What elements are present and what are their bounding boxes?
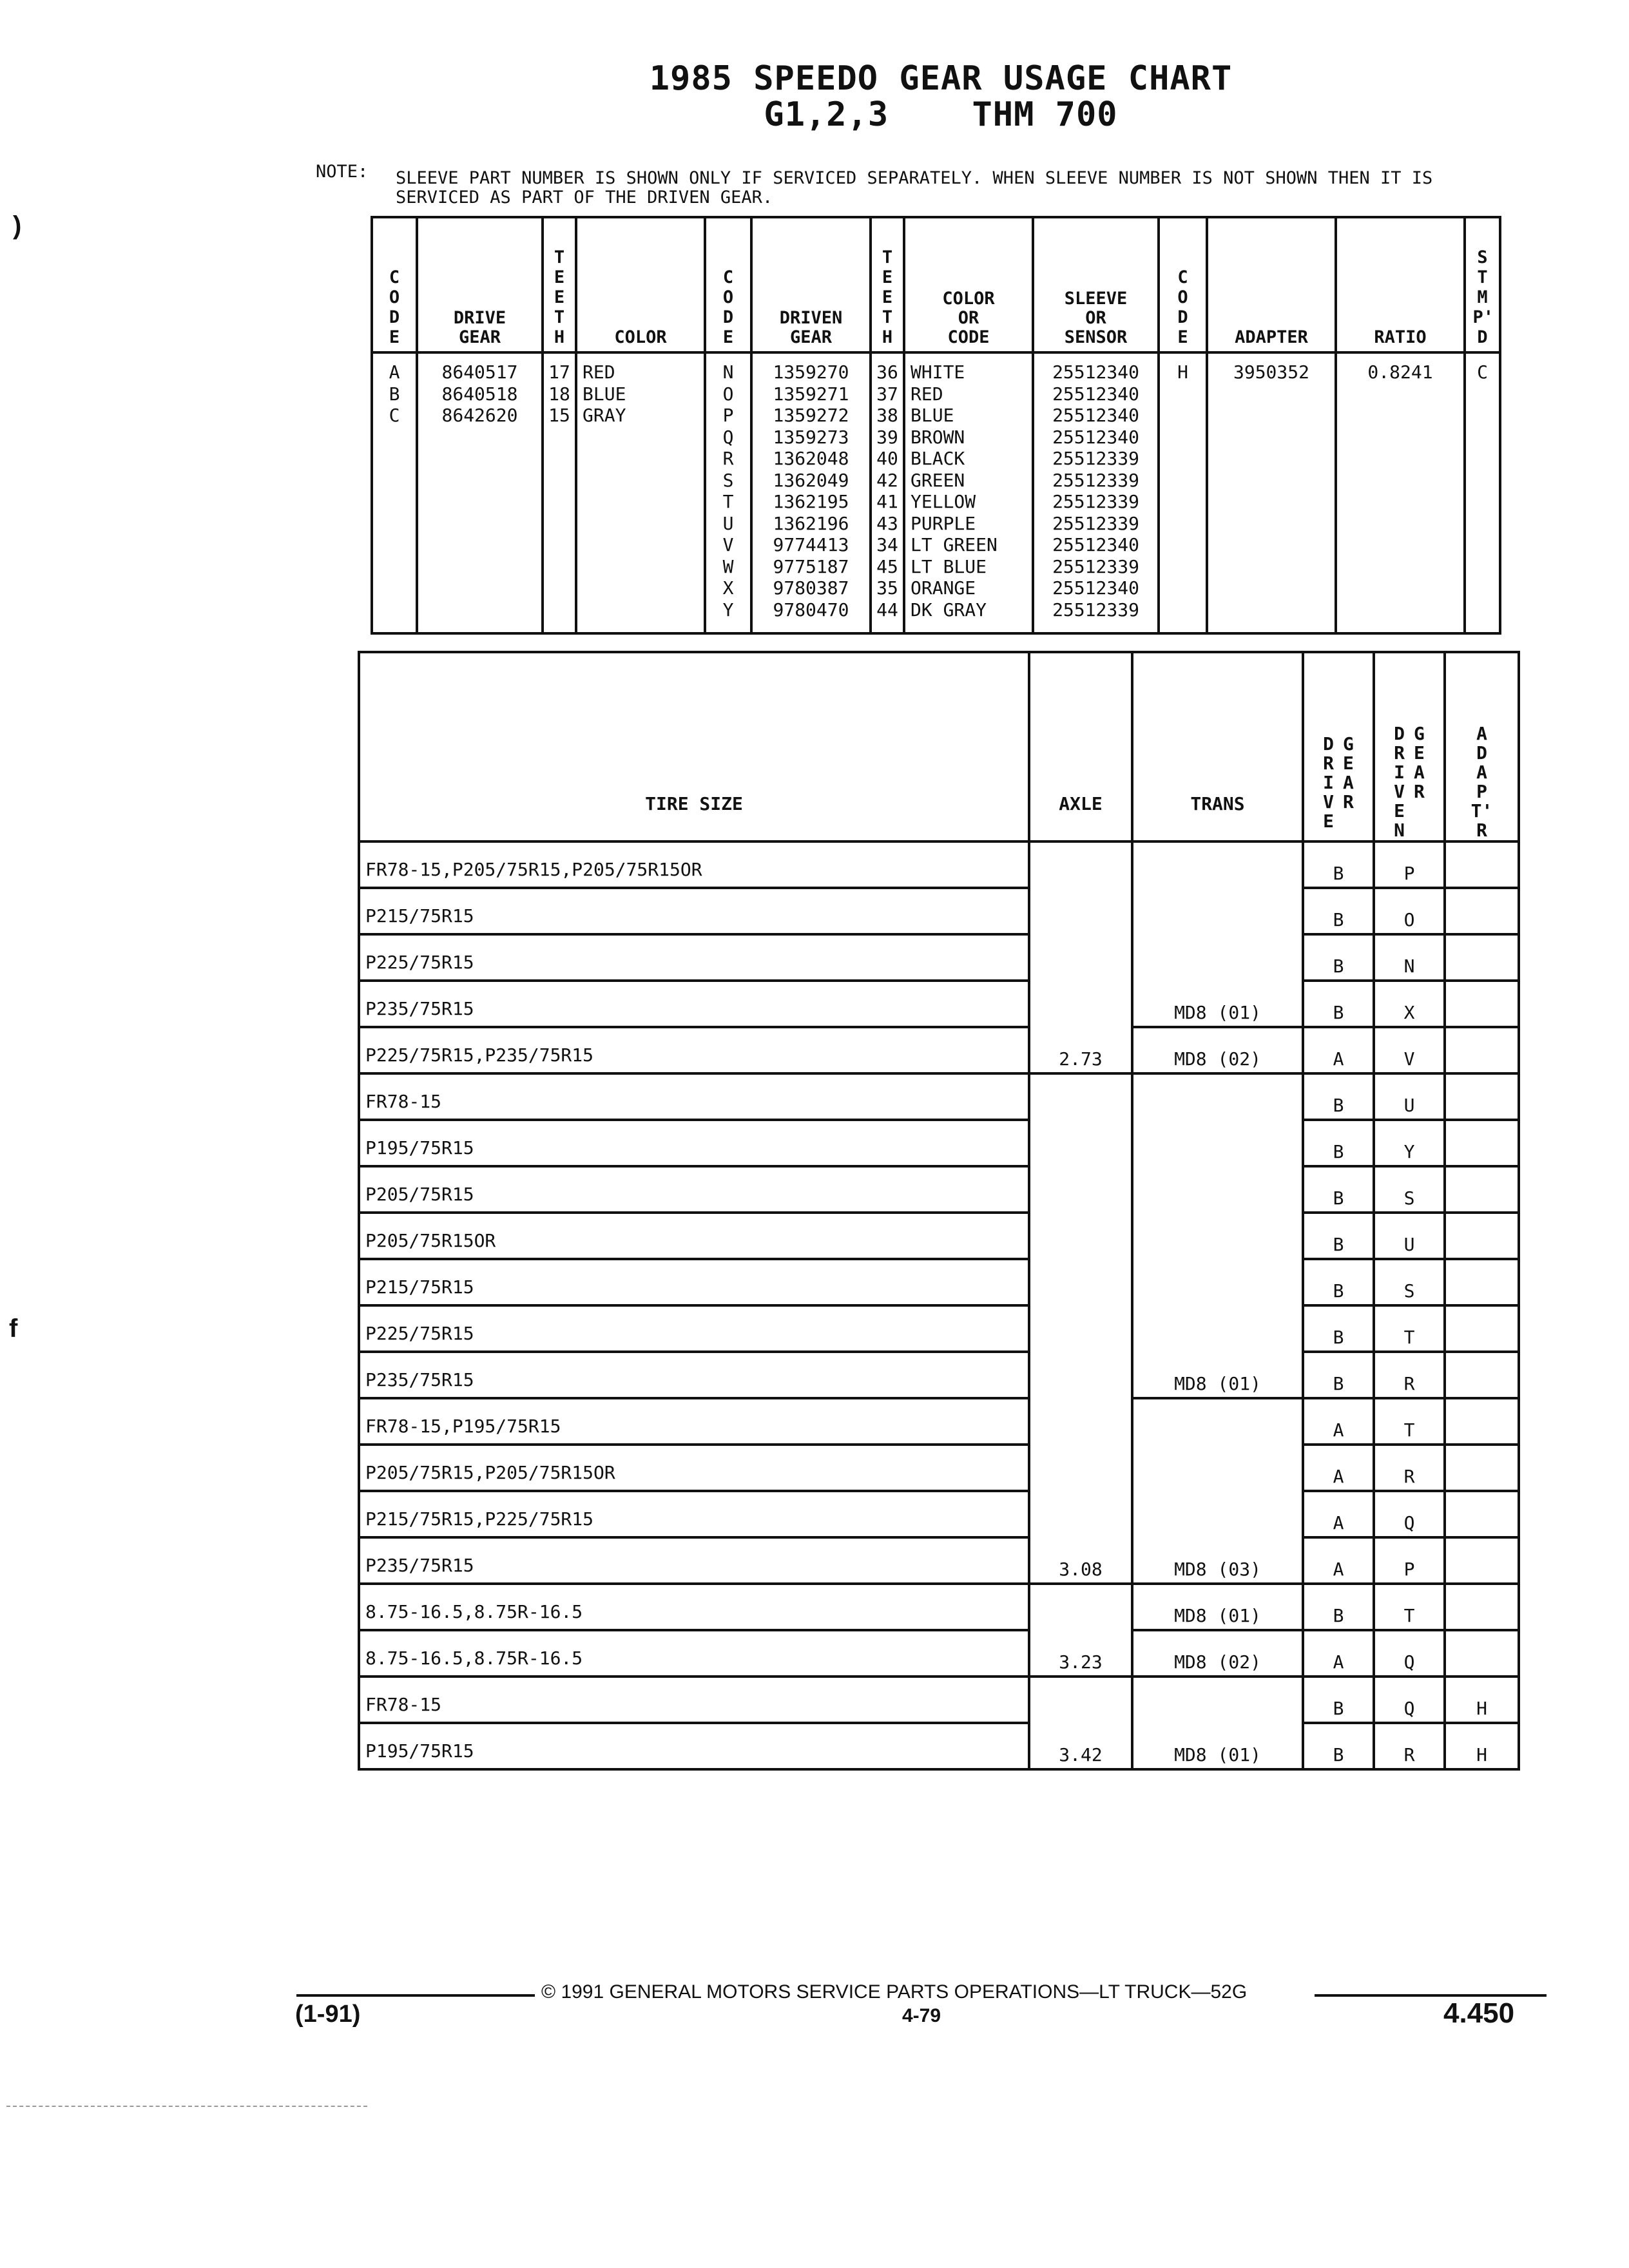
header-driven-gear: DRIVEN GEAR [751, 217, 871, 352]
footer-section-number: 4.450 [1443, 1997, 1515, 2029]
ratio-value: 0.8241 [1336, 352, 1465, 633]
usage-row [359, 1491, 1519, 1537]
drive-gear-code-cell: A [1303, 1491, 1374, 1537]
axle-cell [1029, 1677, 1132, 1723]
tire-size-cell: FR78-15 [359, 1677, 1029, 1723]
driven-gear-code-cell: R [1374, 1352, 1445, 1398]
drive-gear-code-cell: B [1303, 1305, 1374, 1352]
gear-table [371, 216, 1501, 635]
driven-gear-code-cell: S [1374, 1166, 1445, 1213]
trans-cell [1132, 1305, 1303, 1352]
tire-size-cell: FR78-15 [359, 1073, 1029, 1120]
footer-rule-left [296, 1994, 535, 1997]
adapter-number: 3950352 [1207, 352, 1336, 633]
drive-gear-code-cell: B [1303, 1584, 1374, 1630]
trans-cell [1132, 1398, 1303, 1445]
axle-cell: 2.73 [1029, 1027, 1132, 1073]
drive-gear-code-cell: B [1303, 1166, 1374, 1213]
drive-gear-code-cell: B [1303, 934, 1374, 981]
chart-subtitle: G1,2,3 THM 700 [764, 95, 1118, 134]
usage-row [359, 1677, 1519, 1723]
adapter-code-cell [1445, 1537, 1519, 1584]
adapter-code-cell [1445, 1398, 1519, 1445]
drive-gear-code-cell: A [1303, 1398, 1374, 1445]
drive-gear-code-cell: B [1303, 1073, 1374, 1120]
usage-row [359, 1073, 1519, 1120]
footer-copyright: © 1991 GENERAL MOTORS SERVICE PARTS OPERATIONS—LT TRUCK—52G [541, 1981, 1248, 2003]
tire-size-cell: 8.75-16.5,8.75R-16.5 [359, 1584, 1029, 1630]
drive-colors: RED BLUE GRAY [576, 352, 705, 633]
drive-gear-code-cell: B [1303, 1677, 1374, 1723]
usage-row [359, 1352, 1519, 1398]
driven-gear-code-cell: X [1374, 981, 1445, 1027]
usage-table-header [359, 652, 1519, 841]
axle-cell: 3.42 [1029, 1723, 1132, 1769]
driven-gear-code-cell: N [1374, 934, 1445, 981]
tire-size-cell: P235/75R15 [359, 981, 1029, 1027]
trans-cell: MD8 (01) [1132, 1352, 1303, 1398]
trans-cell [1132, 1677, 1303, 1723]
header-adapter-vertical: A D A P T' R [1445, 652, 1519, 841]
usage-row [359, 1537, 1519, 1584]
header-driven-gear-vertical: D R I V E N G E A R [1374, 652, 1445, 841]
adapter-code-cell [1445, 1073, 1519, 1120]
driven-gear-code-cell: O [1374, 888, 1445, 934]
axle-cell [1029, 981, 1132, 1027]
axle-cell [1029, 1073, 1132, 1120]
trans-cell [1132, 1213, 1303, 1259]
header-color-or-code: COLOR OR CODE [904, 217, 1033, 352]
tire-size-cell: P205/75R15,P205/75R15OR [359, 1445, 1029, 1491]
tire-size-cell: P215/75R15 [359, 1259, 1029, 1305]
usage-row [359, 934, 1519, 981]
axle-cell [1029, 1213, 1132, 1259]
drive-gear-code-cell: A [1303, 1027, 1374, 1073]
axle-cell [1029, 1584, 1132, 1630]
driven-gear-code-cell: R [1374, 1723, 1445, 1769]
tire-size-cell: P225/75R15 [359, 1305, 1029, 1352]
driven-gears: 1359270 1359271 1359272 1359273 1362048 1362049 1362195 1362196 9774413 9775187 9780387 9780470 [751, 352, 871, 633]
gear-table-header [372, 217, 1500, 352]
usage-row [359, 1445, 1519, 1491]
driven-gear-code-cell: R [1374, 1445, 1445, 1491]
usage-row [359, 981, 1519, 1027]
driven-gear-code-cell: U [1374, 1073, 1445, 1120]
adapter-code-cell [1445, 888, 1519, 934]
drive-codes: A B C [372, 352, 417, 633]
tire-size-cell: P235/75R15 [359, 1352, 1029, 1398]
adapter-code-cell [1445, 1630, 1519, 1677]
driven-gear-code-cell: T [1374, 1584, 1445, 1630]
tire-size-cell: FR78-15,P205/75R15,P205/75R15OR [359, 841, 1029, 888]
usage-row [359, 1630, 1519, 1677]
driven-gear-code-cell: Q [1374, 1677, 1445, 1723]
drive-gear-code-cell: A [1303, 1445, 1374, 1491]
driven-gear-code-cell: P [1374, 841, 1445, 888]
trans-cell [1132, 841, 1303, 888]
adapter-code-cell: H [1445, 1677, 1519, 1723]
adapter-code-cell [1445, 1491, 1519, 1537]
axle-cell [1029, 1120, 1132, 1166]
tire-size-cell: P195/75R15 [359, 1120, 1029, 1166]
axle-cell: 3.08 [1029, 1537, 1132, 1584]
trans-cell: MD8 (02) [1132, 1027, 1303, 1073]
driven-colors: WHITE RED BLUE BROWN BLACK GREEN YELLOW PURPLE LT GREEN LT BLUE ORANGE DK GRAY [904, 352, 1033, 633]
trans-cell [1132, 1259, 1303, 1305]
trans-cell [1132, 934, 1303, 981]
header-code-adapter: C O D E [1159, 217, 1207, 352]
drive-gear-code-cell: A [1303, 1630, 1374, 1677]
trans-cell [1132, 1166, 1303, 1213]
usage-row [359, 1259, 1519, 1305]
driven-gear-code-cell: Y [1374, 1120, 1445, 1166]
drive-gear-code-cell: B [1303, 981, 1374, 1027]
note-line-1: SLEEVE PART NUMBER IS SHOWN ONLY IF SERVICED SEPARATELY. WHEN SLEEVE NUMBER IS NOT SHOWN THEN IT IS [396, 168, 1433, 188]
axle-cell: 3.23 [1029, 1630, 1132, 1677]
adapter-code-cell [1445, 1352, 1519, 1398]
usage-table-body [359, 841, 1519, 1769]
adapter-code-cell [1445, 934, 1519, 981]
header-adapter: ADAPTER [1207, 217, 1336, 352]
usage-row [359, 888, 1519, 934]
header-drive-gear: DRIVE GEAR [417, 217, 543, 352]
tire-size-cell: P225/75R15,P235/75R15 [359, 1027, 1029, 1073]
adapter-code-cell [1445, 1166, 1519, 1213]
usage-row [359, 1584, 1519, 1630]
driven-gear-code-cell: U [1374, 1213, 1445, 1259]
adapter-code-cell [1445, 1213, 1519, 1259]
header-sleeve-or-sensor: SLEEVE OR SENSOR [1033, 217, 1159, 352]
axle-cell [1029, 1352, 1132, 1398]
tire-size-cell: P195/75R15 [359, 1723, 1029, 1769]
header-color: COLOR [576, 217, 705, 352]
tire-size-cell: P235/75R15 [359, 1537, 1029, 1584]
drive-gear-code-cell: B [1303, 1259, 1374, 1305]
tire-size-cell: 8.75-16.5,8.75R-16.5 [359, 1630, 1029, 1677]
usage-row [359, 1723, 1519, 1769]
vertical-label: C O D E [389, 267, 400, 347]
drive-gear-code-cell: A [1303, 1537, 1374, 1584]
adapter-code-cell [1445, 1120, 1519, 1166]
usage-row [359, 1027, 1519, 1073]
adapter-code-cell [1445, 841, 1519, 888]
stmp-value: C [1465, 352, 1500, 633]
trans-cell [1132, 888, 1303, 934]
axle-cell [1029, 1398, 1132, 1445]
driven-codes: N O P Q R S T U V W X Y [705, 352, 751, 633]
margin-mark-bottom: f [9, 1314, 18, 1343]
header-code-driven: C O D E [705, 217, 751, 352]
axle-cell [1029, 1259, 1132, 1305]
header-trans: TRANS [1132, 652, 1303, 841]
axle-cell [1029, 1305, 1132, 1352]
footer-rule-right [1315, 1994, 1547, 1997]
header-teeth-drive: T E E T H [543, 217, 576, 352]
driven-teeth: 36 37 38 39 40 42 41 43 34 45 35 44 [871, 352, 904, 633]
axle-cell [1029, 1445, 1132, 1491]
trans-cell: MD8 (02) [1132, 1630, 1303, 1677]
header-tire-size: TIRE SIZE [359, 652, 1029, 841]
driven-gear-code-cell: Q [1374, 1491, 1445, 1537]
tire-size-cell: P225/75R15 [359, 934, 1029, 981]
axle-cell [1029, 1166, 1132, 1213]
adapter-code-cell [1445, 1584, 1519, 1630]
axle-cell [1029, 934, 1132, 981]
header-axle: AXLE [1029, 652, 1132, 841]
usage-row [359, 1120, 1519, 1166]
chart-title: 1985 SPEEDO GEAR USAGE CHART [649, 59, 1233, 98]
axle-cell [1029, 1491, 1132, 1537]
usage-row [359, 1305, 1519, 1352]
adapter-code-cell [1445, 1259, 1519, 1305]
tire-size-cell: P205/75R15OR [359, 1213, 1029, 1259]
gear-table-body [372, 352, 1500, 633]
footer-date-code: (1-91) [295, 2001, 361, 2028]
axle-cell [1029, 888, 1132, 934]
trans-cell [1132, 1120, 1303, 1166]
trans-cell: MD8 (01) [1132, 1584, 1303, 1630]
header-ratio: RATIO [1336, 217, 1465, 352]
trans-cell [1132, 1445, 1303, 1491]
drive-gear-code-cell: B [1303, 1213, 1374, 1259]
adapter-code-cell [1445, 1027, 1519, 1073]
drive-gear-code-cell: B [1303, 1723, 1374, 1769]
driven-gear-code-cell: T [1374, 1398, 1445, 1445]
usage-row [359, 841, 1519, 888]
header-stmp: S T M P' D [1465, 217, 1500, 352]
tire-size-cell: P215/75R15 [359, 888, 1029, 934]
usage-row [359, 1166, 1519, 1213]
margin-mark-top: ) [13, 211, 22, 240]
header-drive-gear-vertical: D R I V E G E A R [1303, 652, 1374, 841]
tire-size-cell: P205/75R15 [359, 1166, 1029, 1213]
axle-cell [1029, 841, 1132, 888]
driven-gear-code-cell: V [1374, 1027, 1445, 1073]
note-line-2: SERVICED AS PART OF THE DRIVEN GEAR. [396, 187, 773, 207]
drive-gear-code-cell: B [1303, 1352, 1374, 1398]
drive-teeth: 17 18 15 [543, 352, 576, 633]
trans-cell: MD8 (01) [1132, 981, 1303, 1027]
usage-row [359, 1398, 1519, 1445]
driven-gear-code-cell: Q [1374, 1630, 1445, 1677]
note-label: NOTE: [316, 162, 369, 182]
usage-table [358, 651, 1520, 1771]
drive-gears: 8640517 8640518 8642620 [417, 352, 543, 633]
adapter-code: H [1159, 352, 1207, 633]
sleeve-numbers: 25512340 25512340 25512340 25512340 25512339 25512339 25512339 25512339 25512340 25512339 25512340 25512339 [1033, 352, 1159, 633]
driven-gear-code-cell: P [1374, 1537, 1445, 1584]
header-code-drive [372, 217, 417, 352]
trans-cell: MD8 (01) [1132, 1723, 1303, 1769]
trans-cell [1132, 1491, 1303, 1537]
header-teeth-driven: T E E T H [871, 217, 904, 352]
trans-cell [1132, 1073, 1303, 1120]
scan-edge-line [6, 2106, 367, 2107]
driven-gear-code-cell: S [1374, 1259, 1445, 1305]
drive-gear-code-cell: B [1303, 888, 1374, 934]
tire-size-cell: P215/75R15,P225/75R15 [359, 1491, 1029, 1537]
trans-cell: MD8 (03) [1132, 1537, 1303, 1584]
drive-gear-code-cell: B [1303, 1120, 1374, 1166]
drive-gear-code-cell: B [1303, 841, 1374, 888]
tire-size-cell: FR78-15,P195/75R15 [359, 1398, 1029, 1445]
driven-gear-code-cell: T [1374, 1305, 1445, 1352]
usage-row [359, 1213, 1519, 1259]
adapter-code-cell: H [1445, 1723, 1519, 1769]
adapter-code-cell [1445, 981, 1519, 1027]
adapter-code-cell [1445, 1445, 1519, 1491]
adapter-code-cell [1445, 1305, 1519, 1352]
footer-page-number: 4-79 [902, 2005, 941, 2026]
